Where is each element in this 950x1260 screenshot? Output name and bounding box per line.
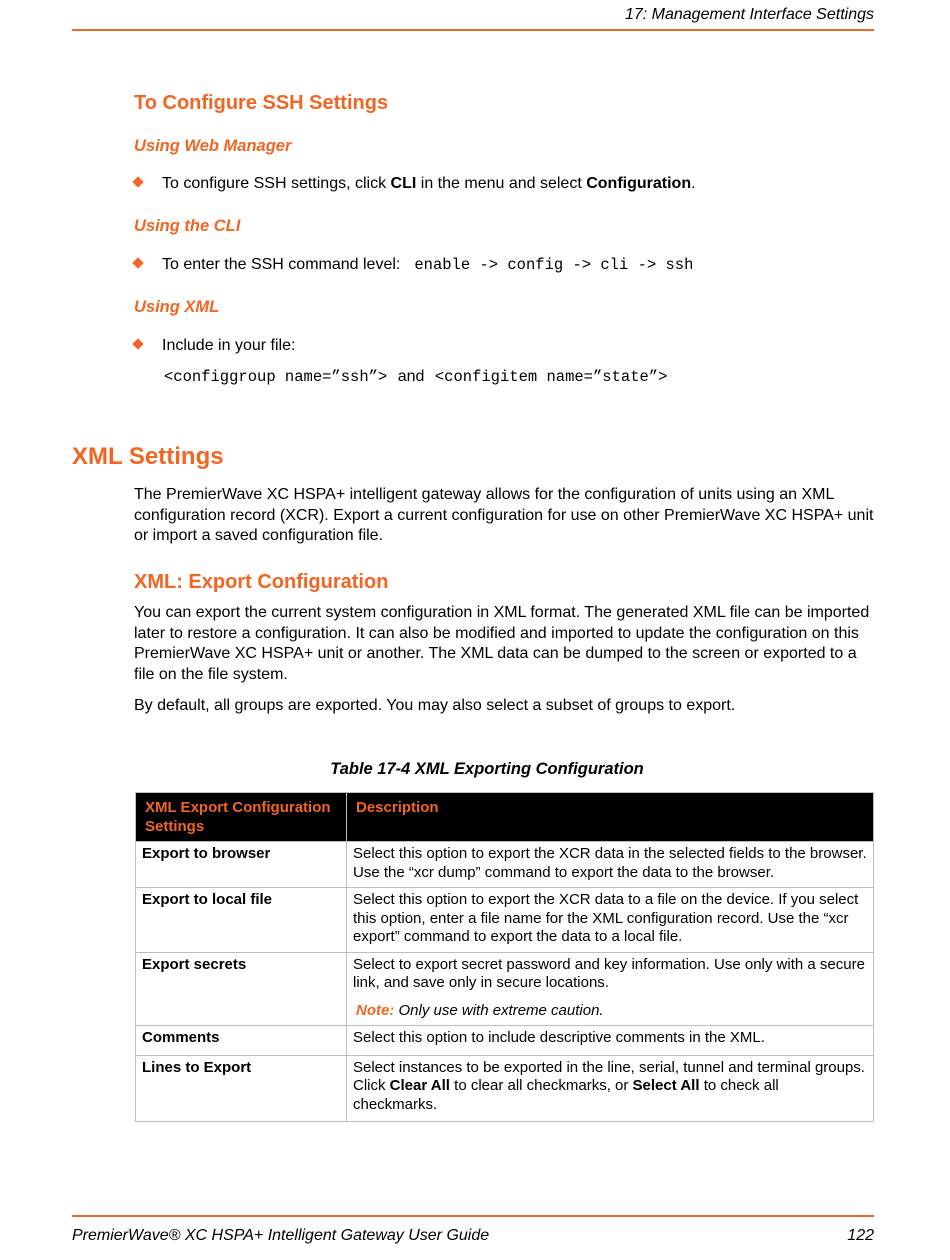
web-manager-subheading: Using Web Manager	[134, 137, 292, 155]
configitem-code: <configitem name=”state”>	[434, 368, 668, 386]
bullet-text: To enter the SSH command level:	[162, 256, 401, 273]
page-footer	[72, 1227, 874, 1245]
setting-cell: Comments	[136, 1026, 347, 1056]
bullet-text: To configure SSH settings, click CLI in the menu and select Configuration.	[162, 175, 696, 192]
xml-code-line	[164, 368, 667, 386]
footer-rule	[72, 1215, 874, 1217]
footer-title: PremierWave® XC HSPA+ Intelligent Gateway User Guide	[72, 1227, 490, 1244]
setting-cell: Export to local file	[136, 888, 347, 953]
description-cell: Select this option to include descriptive comments in the XML.	[347, 1026, 874, 1056]
table-header-row	[136, 793, 874, 842]
cli-subheading: Using the CLI	[134, 217, 241, 235]
xml-bullet	[134, 337, 295, 355]
configgroup-code: <configgroup name=”ssh”>	[164, 368, 388, 386]
xml-export-table	[135, 792, 874, 1122]
xml-subheading: Using XML	[134, 298, 220, 316]
running-header: 17: Management Interface Settings	[624, 6, 874, 23]
description-text: Select to export secret password and key information. Use only with a secure link, and save only in secure locations.	[353, 955, 865, 991]
column-header-setting: XML Export Configuration Settings	[136, 793, 347, 842]
cli-bullet	[134, 256, 693, 274]
table-row	[136, 888, 874, 953]
bullet-text: Include in your file:	[162, 337, 296, 354]
table-row	[136, 1026, 874, 1056]
description-cell: Select this option to export the XCR data to a file on the device. If you select this option, enter a file name for the XML configuration record. Use the “xcr export” command to export the data to a local file.	[347, 888, 874, 953]
bullet-diamond-icon	[132, 338, 143, 349]
caution-note	[353, 1002, 867, 1021]
bullet-diamond-icon	[132, 257, 143, 268]
header-rule	[72, 29, 874, 31]
setting-cell: Export to browser	[136, 842, 347, 888]
setting-cell: Export secrets	[136, 952, 347, 1026]
note-label: Note:	[356, 1001, 395, 1019]
export-paragraph-1: You can export the current system configuration in XML format. The generated XML file can be imported later to restore a configuration. It can also be modified and imported to update the configuration on this PremierWave XC HSPA+ unit or another. The XML data can be dumped to the screen or exported to a file on the file system.	[134, 604, 870, 683]
page-number: 122	[847, 1227, 874, 1244]
table-row	[136, 1055, 874, 1122]
export-heading: XML: Export Configuration	[134, 571, 389, 593]
cli-command-code: enable -> config -> cli -> ssh	[414, 256, 694, 274]
bullet-diamond-icon	[132, 176, 143, 187]
description-cell: Select this option to export the XCR data in the selected fields to the browser. Use the “xcr dump” command to export the data to the browser.	[347, 842, 874, 888]
ssh-heading: To Configure SSH Settings	[134, 92, 389, 114]
web-manager-bullet	[134, 175, 696, 193]
setting-cell: Lines to Export	[136, 1055, 347, 1122]
and-text: and	[397, 368, 425, 385]
xml-settings-heading: XML Settings	[72, 443, 224, 470]
column-header-description: Description	[347, 793, 874, 842]
export-paragraph-2: By default, all groups are exported. You may also select a subset of groups to export.	[134, 697, 736, 714]
description-cell	[347, 952, 874, 1026]
description-cell: Select instances to be exported in the line, serial, tunnel and terminal groups. Click Clear All to clear all checkmarks, or Select All to check all checkmarks.	[347, 1055, 874, 1122]
table-row	[136, 952, 874, 1026]
note-text: Only use with extreme caution.	[398, 1001, 604, 1019]
table-caption: Table 17-4 XML Exporting Configuration	[330, 760, 644, 778]
table-row	[136, 842, 874, 888]
xml-settings-intro: The PremierWave XC HSPA+ intelligent gateway allows for the configuration of units using an XML configuration record (XCR). Export a current configuration for use on other PremierWave XC HSPA+ unit or import a saved configuration file.	[134, 486, 874, 544]
